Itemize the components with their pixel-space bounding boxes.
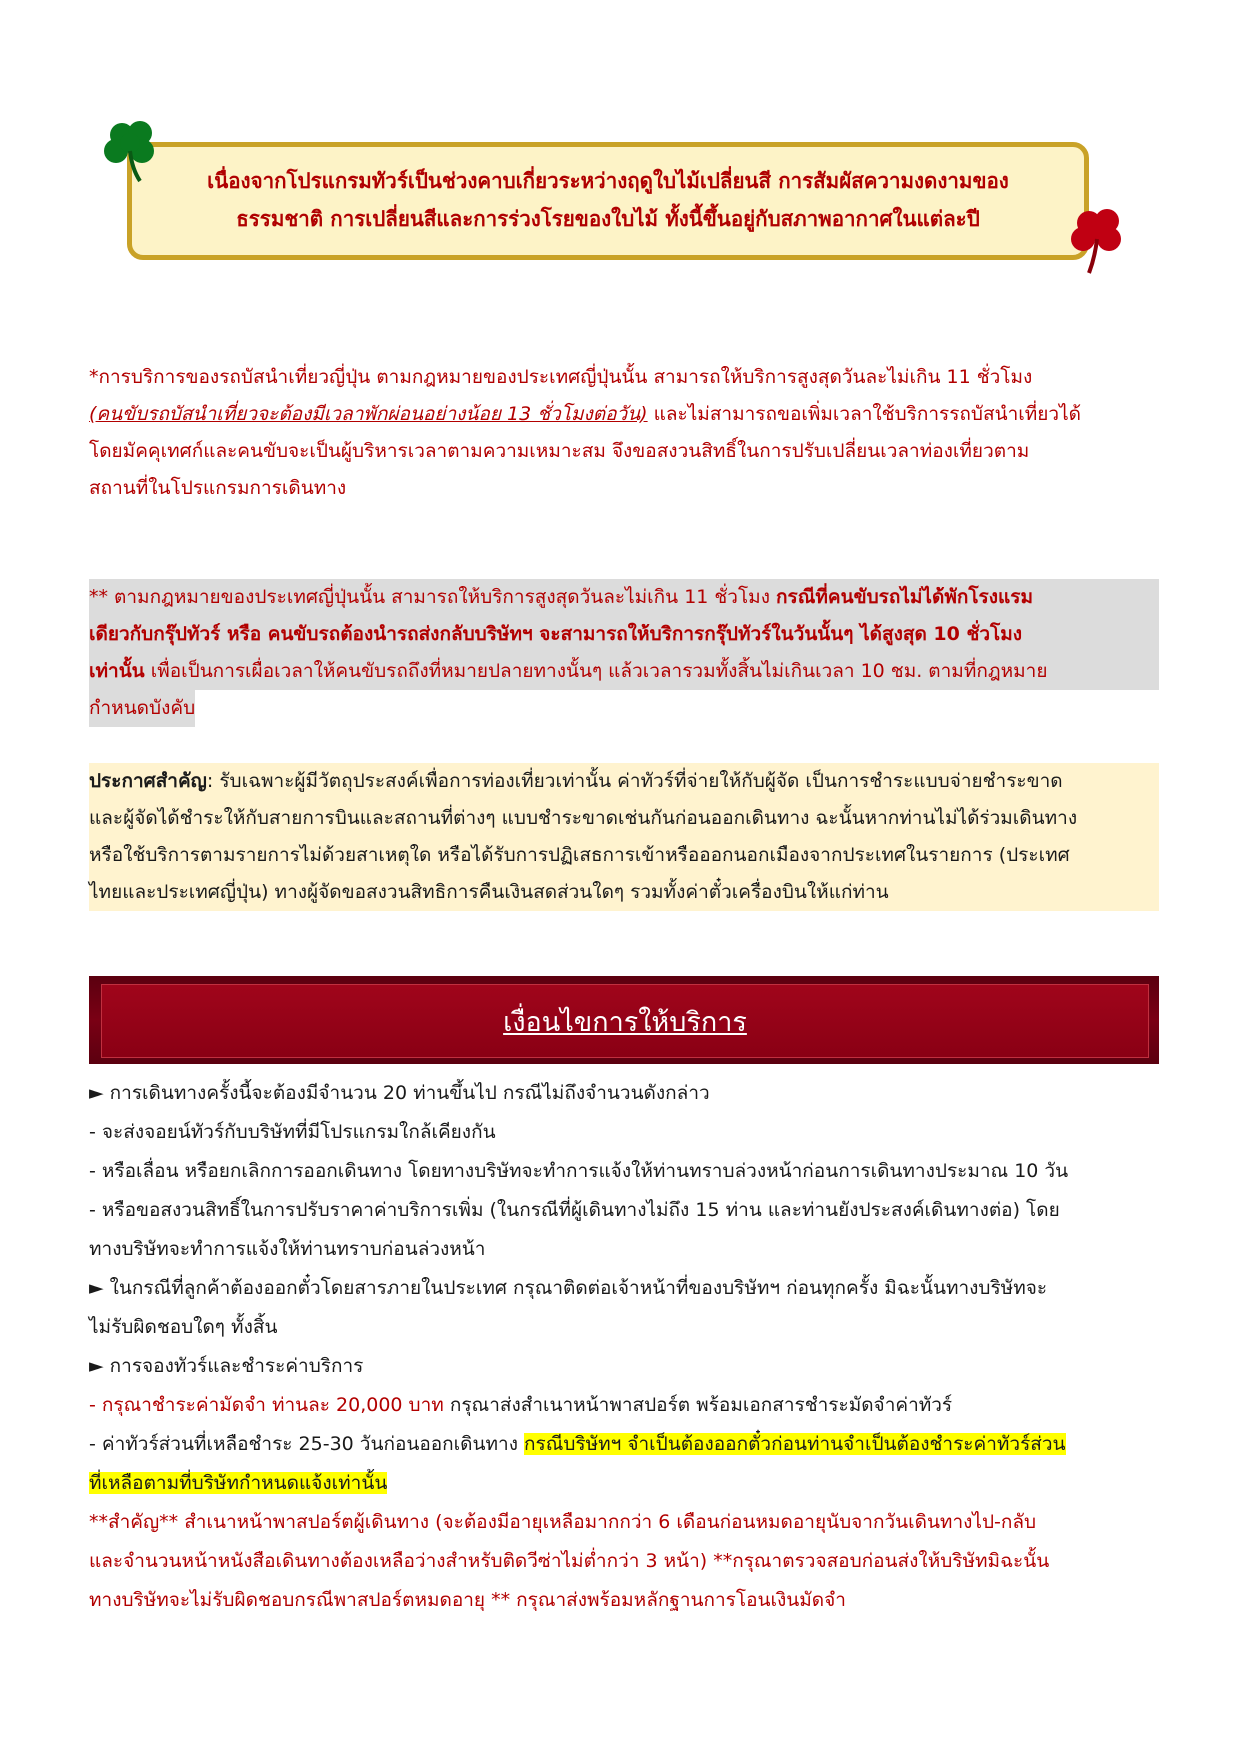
condition-row-2: - จะส่งจอยน์ทัวร์กับบริษัทที่มีโปรแกรมใกล้เคียงกัน [89,1121,496,1143]
condition-row-1: ► การเดินทางครั้งนี้จะต้องมีจำนวน 20 ท่านขึ้นไป กรณีไม่ถึงจำนวนดังกล่าว [89,1082,710,1104]
highlight-balance-note: กรณีบริษัทฯ จำเป็นต้องออกตั๋วก่อนท่านจำเป็นต้องชำระค่าทัวร์ส่วน [524,1433,1066,1455]
condition-row-14: ทางบริษัทจะไม่รับผิดชอบกรณีพาสปอร์ตหมดอายุ ** กรุณาส่งพร้อมหลักฐานการโอนเงินมัดจำ [89,1589,846,1611]
condition-row-9-rest: กรุณาส่งสำเนาหน้าพาสปอร์ต พร้อมเอกสารชำระมัดจำค่าทัวร์ [443,1394,953,1416]
bus-service-note [89,359,1159,507]
notice-line-1: เนื่องจากโปรแกรมทัวร์เป็นช่วงคาบเกี่ยวระหว่างฤดูใบไม้เปลี่ยนสี การสัมผัสความงดงามของ [207,169,1009,193]
driver-note-line-1 [89,579,1159,616]
driver-note-line-2: เดียวกับกรุ๊ปทัวร์ หรือ คนขับรถต้องนำรถส่งกลับบริษัทฯ จะสามารถให้บริการกรุ๊ปทัวร์ในวันนั้นๆ ได้สูงสุด 10 ชั่วโมง [89,616,1159,653]
bus-note-line-2 [89,396,1159,433]
bus-note-line-1: *การบริการของรถบัสนำเที่ยวญี่ปุ่น ตามกฎหมายของประเทศญี่ปุ่นนั้น สามารถให้บริการสูงสุดวันละไม่เกิน 11 ชั่วโมง [89,366,1033,388]
condition-row-8: ► การจองทัวร์และชำระค่าบริการ [89,1355,364,1377]
driver-note-line-3 [89,653,1159,690]
driver-note-line-3-bold: เท่านั้น [89,660,145,682]
deposit-amount-note: - กรุณาชำระค่ามัดจำ ท่านละ 20,000 บาท [89,1394,444,1416]
driver-rest-note: (คนขับรถบัสนำเที่ยวจะต้องมีเวลาพักผ่อนอย่างน้อย 13 ชั่วโมงต่อวัน) [89,403,648,425]
condition-row-10 [89,1429,1066,1459]
condition-row-4: - หรือขอสงวนสิทธิ์ในการปรับราคาค่าบริการเพิ่ม (ในกรณีที่ผู้เดินทางไม่ถึง 15 ท่าน และท่านยังประสงค์เดินทางต่อ) โดย [89,1199,1060,1221]
bus-note-line-2-rest: และไม่สามารถขอเพิ่มเวลาใช้บริการรถบัสนำเที่ยวได้ [647,403,1081,425]
driver-note-line-4: กำหนดบังคับ [89,690,195,727]
driver-hours-note [89,579,1159,727]
condition-row-5: ทางบริษัทจะทำการแจ้งให้ท่านทราบก่อนล่วงหน้า [89,1238,486,1260]
condition-row-6: ► ในกรณีที่ลูกค้าต้องออกตั๋วโดยสารภายในประเทศ กรุณาติดต่อเจ้าหน้าที่ของบริษัทฯ ก่อนทุกครั้ง มิฉะนั้นทางบริษัทจะ [89,1277,1048,1299]
condition-row-11 [89,1468,387,1498]
condition-row-9 [89,1390,952,1420]
announcement-line-3: หรือใช้บริการตามรายการไม่ด้วยสาเหตุใด หรือได้รับการปฏิเสธการเข้าหรือออกนอกเมืองจากประเทศในรายการ (ประเทศ [89,844,1070,866]
highlight-balance-note-2: ที่เหลือตามที่บริษัทกำหนดแจ้งเท่านั้น [89,1472,388,1494]
bus-note-line-4: สถานที่ในโปรแกรมการเดินทาง [89,477,347,499]
condition-row-13: และจำนวนหน้าหนังสือเดินทางต้องเหลือว่างสำหรับติดวีซ่าไม่ต่ำกว่า 3 หน้า) **กรุณาตรวจสอบก่อนส่งให้บริษัทมิฉะนั้น [89,1550,1050,1572]
conditions-banner [89,976,1159,1064]
announcement-label: ประกาศสำคัญ [89,770,207,792]
condition-row-12: **สำคัญ** สำเนาหน้าพาสปอร์ตผู้เดินทาง (จะต้องมีอายุเหลือมากกว่า 6 เดือนก่อนหมดอายุนับจากวันเดินทางไป-กลับ [89,1511,1037,1533]
notice-line-2: ธรรมชาติ การเปลี่ยนสีและการร่วงโรยของใบไม้ ทั้งนี้ขึ้นอยู่กับสภาพอากาศในแต่ละปี [236,207,980,231]
announcement-line-1 [89,763,1159,800]
green-clover-icon [100,117,164,185]
announcement-line-1-rest: : รับเฉพาะผู้มีวัตถุประสงค์เพื่อการท่องเที่ยวเท่านั้น ค่าทัวร์ที่จ่ายให้กับผู้จัด เป็นการชำระแบบจ่ายชำระขาด [206,770,1063,792]
driver-note-line-1-normal: ** ตามกฎหมายของประเทศญี่ปุ่นนั้น สามารถให้บริการสูงสุดวันละไม่เกิน 11 ชั่วโมง [89,586,777,608]
bus-note-line-3: โดยมัคคุเทศก์และคนขับจะเป็นผู้บริหารเวลาตามความเหมาะสม จึงขอสงวนสิทธิ์ในการปรับเปลี่ยนเวลาท่องเที่ยวตาม [89,440,1030,462]
important-announcement [89,763,1159,911]
announcement-line-2: และผู้จัดได้ชำระให้กับสายการบินและสถานที่ต่างๆ แบบชำระขาดเช่นกันก่อนออกเดินทาง ฉะนั้นหากท่านไม่ได้ร่วมเดินทาง [89,807,1078,829]
driver-note-line-1-bold: กรณีที่คนขับรถไม่ได้พักโรงแรม [776,586,1034,608]
announcement-line-4: ไทยและประเทศญี่ปุ่น) ทางผู้จัดขอสงวนสิทธิการคืนเงินสดส่วนใดๆ รวมทั้งค่าตั๋วเครื่องบินให้แก่ท่าน [89,881,889,903]
driver-note-line-3-rest: เพื่อเป็นการเผื่อเวลาให้คนขับรถถึงที่หมายปลายทางนั้นๆ แล้วเวลารวมทั้งสิ้นไม่เกินเวลา 10 ชม. ตามที่กฎหมาย [144,660,1048,682]
condition-row-3: - หรือเลื่อน หรือยกเลิกการออกเดินทาง โดยทางบริษัทจะทำการแจ้งให้ท่านทราบล่วงหน้าก่อนการเดินทางประมาณ 10 วัน [89,1160,1069,1182]
condition-row-10-normal: - ค่าทัวร์ส่วนที่เหลือชำระ 25-30 วันก่อนออกเดินทาง [89,1433,525,1455]
season-notice-box [127,142,1089,260]
condition-row-7: ไม่รับผิดชอบใดๆ ทั้งสิ้น [89,1316,278,1338]
red-clover-icon [1067,205,1131,277]
conditions-title: เงื่อนไขการให้บริการ [503,1006,747,1038]
